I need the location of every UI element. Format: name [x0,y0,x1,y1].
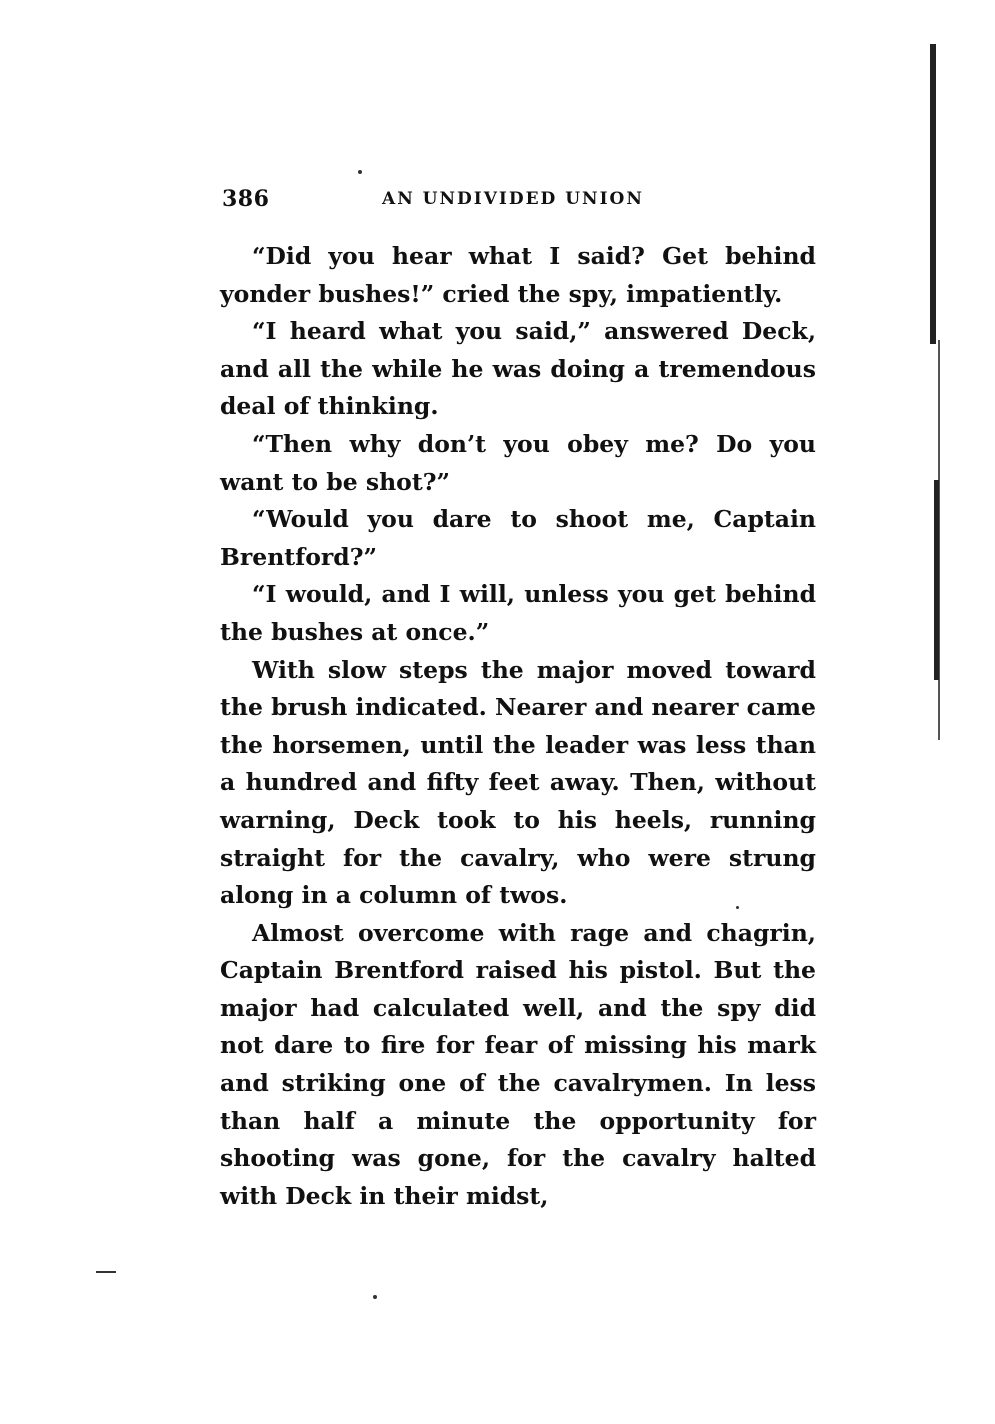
scan-speck [358,170,362,174]
paragraph: “Did you hear what I said? Get behind yonder bushes!” cried the spy, impatiently. [220,242,816,308]
paragraph: Almost overcome with rage and chagrin, Captain Brentford raised his pistol. But the major had calculated well, and the spy did not dare to fire for fear of missing his mark and striking one of the cavalrymen. In less than half a minute the opportunity for shooting was gone, for the cavalry halted with Deck in their midst, [220,918,816,1210]
page-header [222,186,818,220]
paragraph: “I would, and I will, unless you get behind the bushes at once.” [220,580,816,646]
page-number: 386 [222,186,270,212]
body-text [220,238,816,1215]
paragraph: “Then why don’t you obey me? Do you want to be shot?” [220,429,816,496]
scan-dash-mark [96,1271,116,1273]
scan-speck [736,906,739,909]
scan-edge-shadow [930,44,936,344]
running-head: AN UNDIVIDED UNION [382,189,644,209]
scan-speck [373,1295,377,1299]
paragraph: With slow steps the major moved toward the brush indicated. Nearer and nearer came the horsemen, until the leader was less than a hundred and fifty feet away. Then, without warning, Deck took to his heels, running straight for the cavalry, who were strung along in a column of twos. [220,655,816,910]
scan-edge-shadow [934,480,939,680]
paragraph: “I heard what you said,” answered Deck, and all the while he was doing a tremendous deal of thinking. [220,317,816,421]
paragraph: “Would you dare to shoot me, Captain Brentford?” [220,505,816,571]
